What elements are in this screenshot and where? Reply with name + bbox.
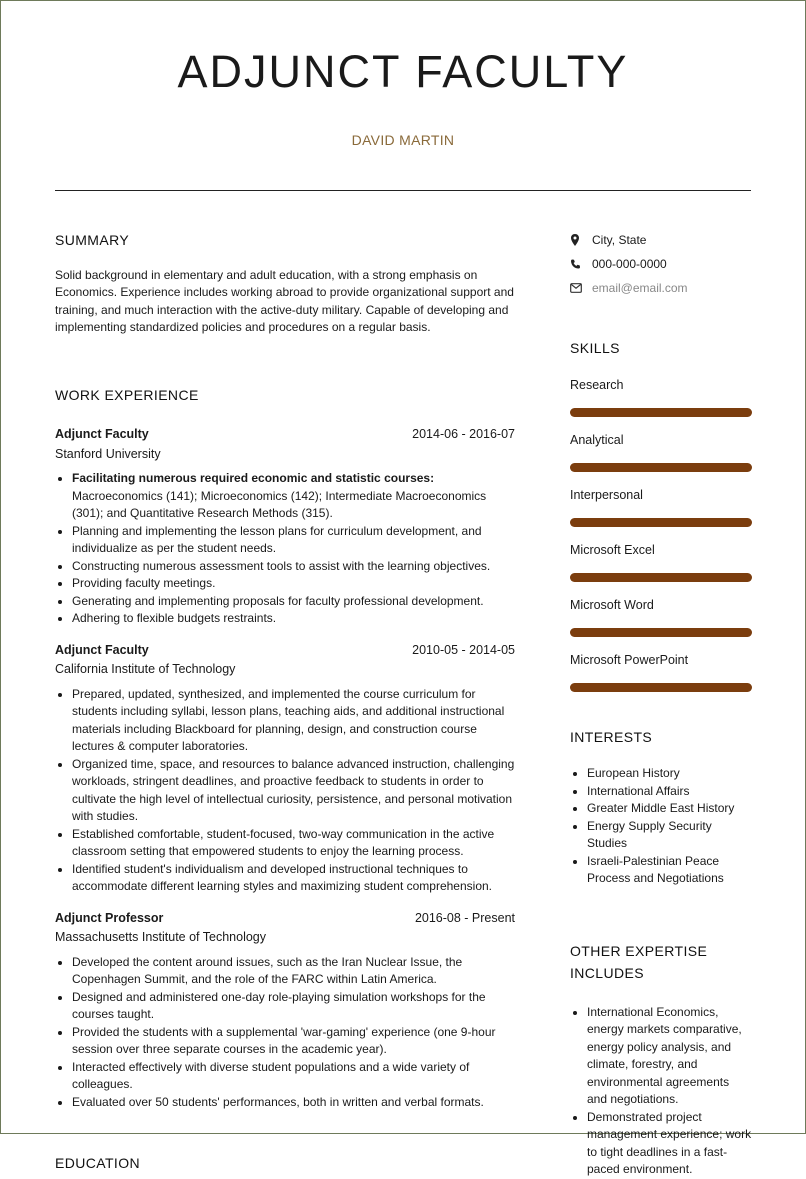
phone-icon	[570, 259, 592, 270]
job-bullets	[55, 954, 515, 1112]
skills-heading: SKILLS	[570, 340, 620, 356]
work-experience-heading: WORK EXPERIENCE	[55, 386, 199, 403]
location-text: City, State	[592, 233, 647, 247]
location-pin-icon	[570, 234, 592, 246]
skill-name: Research	[570, 378, 624, 392]
main-column	[55, 232, 515, 1173]
header-divider	[55, 190, 751, 191]
skill-level-bar	[570, 408, 752, 417]
skill-item	[570, 595, 752, 637]
phone-text: 000-000-0000	[592, 257, 667, 271]
expertise-list	[570, 1004, 752, 1179]
skill-level-bar	[570, 628, 752, 637]
expertise-item: • Demonstrated project management experience; work to tight deadlines in a fast-paced environment.	[587, 1109, 752, 1179]
other-expertise-heading: OTHER EXPERTISE INCLUDES	[570, 942, 708, 981]
job-header	[55, 642, 515, 660]
interests-list	[570, 765, 752, 888]
skill-level-bar	[570, 463, 752, 472]
skill-name: Microsoft Word	[570, 598, 654, 612]
summary-text: Solid background in elementary and adult education, with a strong emphasis on Economics. Experience includes working abroad to provide organizational support and training, and much interaction with the active-duty military. Capable of developing and implementing standardized policies and procedures on a regular basis.	[55, 267, 514, 334]
job-title: Adjunct Faculty	[55, 427, 149, 441]
contact-email	[570, 276, 752, 300]
contact-phone	[570, 252, 752, 276]
job-bullet: • Providing faculty meetings.	[72, 575, 515, 593]
resume-title: ADJUNCT FACULTY	[177, 46, 629, 97]
skill-name: Microsoft PowerPoint	[570, 653, 689, 667]
interest-item: • Energy Supply Security Studies	[587, 818, 752, 853]
skills-list	[570, 375, 752, 692]
email-link[interactable]: email@email.com	[592, 281, 688, 295]
job-bullet-lead: Facilitating numerous required economic and statistic courses:	[72, 471, 435, 485]
job-employer: Stanford University	[55, 446, 161, 461]
job-dates: 2014-06 - 2016-07	[412, 427, 515, 441]
person-name: DAVID MARTIN	[351, 132, 455, 148]
job-dates: 2016-08 - Present	[414, 910, 515, 925]
job-title: Adjunct Professor	[55, 910, 164, 925]
job-entry	[55, 426, 515, 628]
job-header	[55, 910, 515, 928]
skill-item	[570, 650, 752, 692]
sidebar-column	[570, 232, 752, 1179]
interest-item: • European History	[587, 765, 752, 783]
skill-item	[570, 430, 752, 472]
job-bullets	[55, 686, 515, 896]
interest-item: • International Affairs	[587, 783, 752, 801]
education-heading: EDUCATION	[55, 1155, 141, 1171]
job-header	[55, 426, 515, 444]
job-bullet: • Established comfortable, student-focused, two-way communication in the active classroom setting that empowered students to enjoy the learning process.	[72, 826, 515, 861]
skill-name: Analytical	[570, 433, 624, 447]
job-bullet: • Identified student's individualism and developed instructional techniques to accommodate different learning styles and maximizing student comprehension.	[72, 861, 515, 896]
summary-heading: SUMMARY	[55, 232, 130, 248]
job-bullet: • Provided the students with a supplemental 'war-gaming' experience (one 9-hour session over three separate courses in the academic year).	[72, 1024, 515, 1059]
job-bullet: • Generating and implementing proposals for faculty professional development.	[72, 593, 515, 611]
interest-item: • Israeli-Palestinian Peace Process and Negotiations	[587, 853, 752, 888]
job-bullet: • Prepared, updated, synthesized, and implemented the course curriculum for students including syllabi, lesson plans, teaching aids, and additional instructional materials including Blackboard for planning, design, and construction course lectures & computer laboratories.	[72, 686, 515, 756]
skill-item	[570, 375, 752, 417]
skill-level-bar	[570, 518, 752, 527]
interests-heading: INTERESTS	[570, 729, 653, 745]
job-entry	[55, 642, 515, 896]
job-entry	[55, 910, 515, 1112]
job-bullet: • Adhering to flexible budgets restraints.	[72, 610, 515, 628]
contact-location	[570, 228, 752, 252]
job-bullet: • Developed the content around issues, such as the Iran Nuclear Issue, the Copenhagen Summit, and the role of the FARC within Latin America.	[72, 954, 515, 989]
job-bullet: • Designed and administered one-day role-playing simulation workshops for the courses taught.	[72, 989, 515, 1024]
job-bullet: • Organized time, space, and resources to balance advanced instruction, challenging workloads, stringent deadlines, and proactive feedback to students in order to cultivate the high level of intellectual curiosity, persistence, and personal motivation with studies.	[72, 756, 515, 826]
skill-item	[570, 485, 752, 527]
skill-level-bar	[570, 573, 752, 582]
job-bullets	[55, 470, 515, 628]
expertise-item: • International Economics, energy markets comparative, energy policy analysis, and climate, forestry, and environmental agreements and negotiations.	[587, 1004, 752, 1109]
skill-name: Interpersonal	[570, 488, 643, 502]
job-bullet: • Evaluated over 50 students' performances, both in written and verbal formats.	[72, 1094, 515, 1112]
skill-level-bar	[570, 683, 752, 692]
envelope-icon	[570, 283, 592, 293]
job-bullet-rest: Macroeconomics (141); Microeconomics (142); Intermediate Macroeconomics (301); and Quantitative Research Methods (315).	[72, 488, 487, 520]
job-bullet	[72, 470, 515, 523]
job-employer: California Institute of Technology	[55, 662, 236, 676]
job-bullet: • Interacted effectively with diverse student populations and a wide variety of colleagues.	[72, 1059, 515, 1094]
job-title: Adjunct Faculty	[55, 642, 149, 657]
job-bullet: • Constructing numerous assessment tools to assist with the learning objectives.	[72, 558, 515, 576]
interest-item: • Greater Middle East History	[587, 800, 752, 818]
job-employer: Massachusetts Institute of Technology	[55, 930, 266, 944]
job-bullet: • Planning and implementing the lesson plans for curriculum development, and individualize as per the student needs.	[72, 523, 515, 558]
skill-name: Microsoft Excel	[570, 543, 655, 557]
job-dates: 2010-05 - 2014-05	[412, 642, 515, 657]
skill-item	[570, 540, 752, 582]
